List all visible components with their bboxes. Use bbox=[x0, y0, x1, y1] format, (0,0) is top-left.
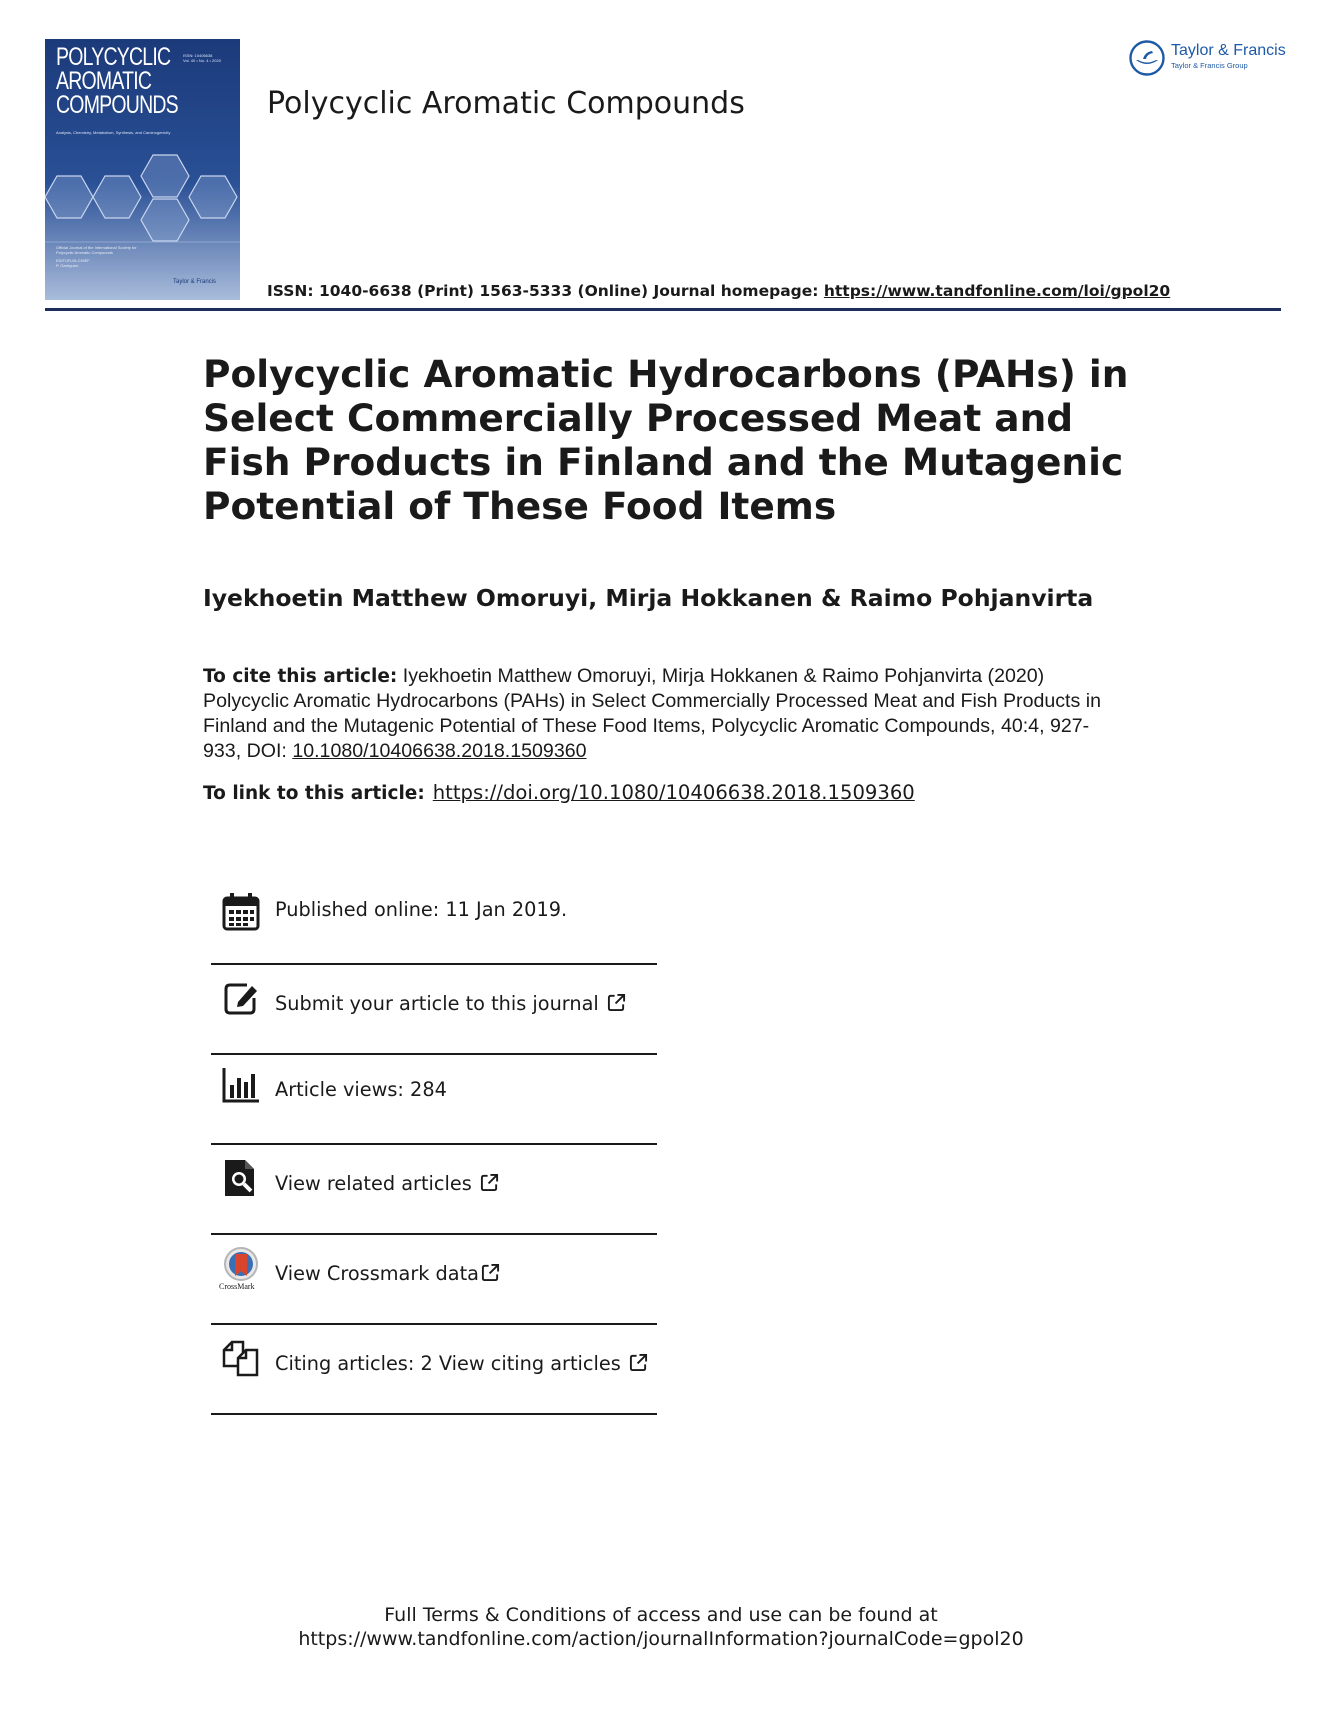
crossmark-label: View Crossmark data bbox=[275, 1262, 479, 1285]
cover-title-line: COMPOUNDS bbox=[56, 91, 178, 119]
article-authors: Iyekhoetin Matthew Omoruyi, Mirja Hokkanen & Raimo Pohjanvirta bbox=[203, 584, 1094, 612]
cover-editor: EDITOR-IN-CHIEF bbox=[56, 258, 90, 263]
bar-chart-icon bbox=[221, 1065, 261, 1105]
publisher-name: Taylor & Francis bbox=[1171, 42, 1286, 59]
taylor-francis-lamp-icon bbox=[1128, 39, 1166, 77]
citing-articles-row[interactable] bbox=[211, 1325, 657, 1415]
crossmark-text bbox=[275, 1262, 500, 1285]
submit-article-text bbox=[275, 992, 626, 1015]
citing-articles-icon bbox=[221, 1338, 261, 1378]
cover-official: Official Journal of the International Society for Polycyclic Aromatic Compounds bbox=[56, 245, 137, 255]
cover-title-line: AROMATIC bbox=[56, 67, 152, 95]
cover-issn bbox=[183, 53, 238, 63]
related-articles-text bbox=[275, 1172, 499, 1195]
search-document-icon bbox=[221, 1158, 261, 1198]
crossmark-row[interactable] bbox=[211, 1235, 657, 1325]
article-views-row bbox=[211, 1055, 657, 1145]
cite-text: Iyekhoetin Matthew Omoruyi, Mirja Hokkanen & Raimo Pohjanvirta (2020) Polycyclic Aromatic Hydrocarbons (PAHs) in Select Commercially Processed Meat and Fish Products in Finland and the Mutagenic Potential of These Food Items, Polycyclic Aromatic Compounds, 40:4, 927-933, DOI: bbox=[203, 665, 1101, 762]
citation-block bbox=[203, 664, 1103, 764]
published-online-text: Published online: 11 Jan 2019. bbox=[275, 898, 568, 921]
header-divider bbox=[45, 308, 1281, 311]
external-link-icon bbox=[607, 993, 626, 1012]
citing-articles-label: Citing articles: 2 View citing articles bbox=[275, 1352, 621, 1375]
crossmark-badge bbox=[221, 1247, 261, 1293]
related-articles-row[interactable] bbox=[211, 1145, 657, 1235]
issn-text: ISSN: 1040-6638 (Print) 1563-5333 (Online) Journal homepage: bbox=[267, 282, 824, 300]
link-label: To link to this article: bbox=[203, 783, 425, 804]
cover-subtitle: Analysis, Chemistry, Metabolism, Synthesis, and Carcinogenicity bbox=[56, 130, 171, 135]
issn-line bbox=[267, 282, 1170, 300]
article-link-line bbox=[203, 781, 915, 804]
edit-icon bbox=[221, 978, 261, 1018]
cite-label: To cite this article: bbox=[203, 666, 398, 687]
row-divider bbox=[211, 1413, 657, 1415]
calendar-icon bbox=[221, 892, 261, 932]
submit-article-row[interactable] bbox=[211, 965, 657, 1055]
crossmark-icon bbox=[221, 1247, 261, 1283]
article-doi-link[interactable]: https://doi.org/10.1080/10406638.2018.1509360 bbox=[432, 781, 915, 804]
citing-articles-text bbox=[275, 1352, 648, 1375]
external-link-icon bbox=[481, 1263, 500, 1282]
published-online-row bbox=[211, 875, 657, 965]
publisher-logo[interactable] bbox=[1128, 38, 1288, 78]
publisher-group: Taylor & Francis Group bbox=[1171, 61, 1248, 70]
crossmark-caption: CrossMark bbox=[219, 1282, 255, 1291]
submit-article-label: Submit your article to this journal bbox=[275, 992, 599, 1015]
external-link-icon bbox=[629, 1353, 648, 1372]
journal-homepage-link[interactable]: https://www.tandfonline.com/loi/gpol20 bbox=[823, 282, 1171, 300]
footer-terms bbox=[0, 1603, 1322, 1651]
related-articles-label: View related articles bbox=[275, 1172, 472, 1195]
footer-line-1: Full Terms & Conditions of access and use can be found at bbox=[384, 1604, 938, 1626]
cover-editor-name: P. Garrigues bbox=[56, 263, 78, 268]
external-link-icon bbox=[480, 1173, 499, 1192]
journal-cover bbox=[45, 39, 240, 300]
cover-volume: Vol. 40 • No. 4 • 2020 bbox=[183, 58, 221, 63]
cover-title-line: POLYCYCLIC bbox=[56, 43, 171, 71]
cite-doi-link[interactable]: 10.1080/10406638.2018.1509360 bbox=[292, 740, 587, 762]
footer-terms-link[interactable]: https://www.tandfonline.com/action/journalInformation?journalCode=gpol20 bbox=[298, 1628, 1024, 1650]
cover-issn-text: ISSN: 10406638 bbox=[183, 53, 213, 58]
cover-publisher: Taylor & Francis bbox=[173, 279, 217, 285]
cover-small-print bbox=[56, 245, 146, 268]
article-title: Polycyclic Aromatic Hydrocarbons (PAHs) in Select Commercially Processed Meat and Fish Products in Finland and the Mutagenic Potential of These Food Items bbox=[203, 352, 1129, 528]
cover-title bbox=[56, 43, 178, 119]
article-views-text: Article views: 284 bbox=[275, 1078, 447, 1101]
journal-name: Polycyclic Aromatic Compounds bbox=[267, 86, 745, 121]
